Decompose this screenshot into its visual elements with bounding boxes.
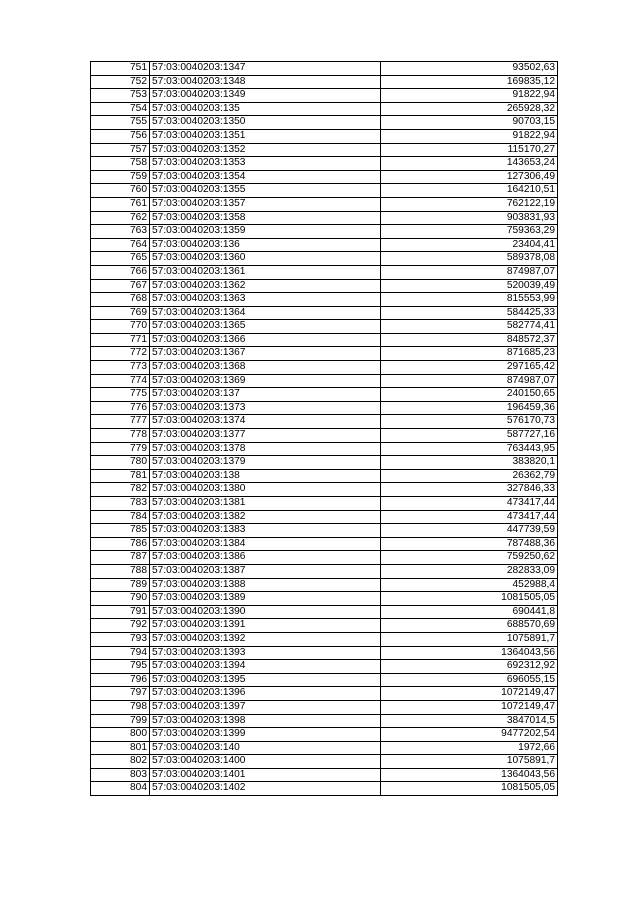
row-number-cell: 802 [91, 755, 150, 769]
table-row [91, 714, 558, 728]
table-row [91, 551, 558, 565]
cadastral-number-cell: 57:03:0040203:1378 [150, 442, 381, 456]
value-cell: 265928,32 [381, 102, 558, 116]
cadastral-number-cell: 57:03:0040203:1357 [150, 197, 381, 211]
value-cell: 23404,41 [381, 238, 558, 252]
table-row [91, 143, 558, 157]
row-number-cell: 775 [91, 388, 150, 402]
value-cell: 848572,37 [381, 333, 558, 347]
value-cell: 1072149,47 [381, 687, 558, 701]
value-cell: 1081505,05 [381, 592, 558, 606]
row-number-cell: 772 [91, 347, 150, 361]
cadastral-number-cell: 57:03:0040203:1362 [150, 279, 381, 293]
value-cell: 1072149,47 [381, 700, 558, 714]
cadastral-number-cell: 57:03:0040203:1399 [150, 728, 381, 742]
cadastral-number-cell: 57:03:0040203:1401 [150, 768, 381, 782]
cadastral-number-cell: 57:03:0040203:1361 [150, 265, 381, 279]
table-row [91, 306, 558, 320]
table-row [91, 687, 558, 701]
cadastral-number-cell: 57:03:0040203:1373 [150, 401, 381, 415]
value-cell: 696055,15 [381, 673, 558, 687]
table-row [91, 238, 558, 252]
cadastral-number-cell: 57:03:0040203:135 [150, 102, 381, 116]
table-row [91, 429, 558, 443]
cadastral-number-cell: 57:03:0040203:1367 [150, 347, 381, 361]
value-cell: 1075891,7 [381, 632, 558, 646]
cadastral-number-cell: 57:03:0040203:1358 [150, 211, 381, 225]
value-cell: 169835,12 [381, 75, 558, 89]
cadastral-number-cell: 57:03:0040203:1379 [150, 456, 381, 470]
row-number-cell: 751 [91, 62, 150, 76]
cadastral-number-cell: 57:03:0040203:1389 [150, 592, 381, 606]
table-row [91, 605, 558, 619]
row-number-cell: 783 [91, 497, 150, 511]
row-number-cell: 763 [91, 225, 150, 239]
row-number-cell: 761 [91, 197, 150, 211]
table-row [91, 320, 558, 334]
table-row [91, 564, 558, 578]
cadastral-number-cell: 57:03:0040203:136 [150, 238, 381, 252]
row-number-cell: 789 [91, 578, 150, 592]
value-cell: 587727,16 [381, 429, 558, 443]
value-cell: 383820,1 [381, 456, 558, 470]
row-number-cell: 801 [91, 741, 150, 755]
value-cell: 93502,63 [381, 62, 558, 76]
table-row [91, 700, 558, 714]
value-cell: 690441,8 [381, 605, 558, 619]
table-row [91, 646, 558, 660]
row-number-cell: 771 [91, 333, 150, 347]
cadastral-number-cell: 57:03:0040203:1377 [150, 429, 381, 443]
row-number-cell: 752 [91, 75, 150, 89]
row-number-cell: 804 [91, 782, 150, 796]
value-cell: 787488,36 [381, 537, 558, 551]
table-row [91, 782, 558, 796]
row-number-cell: 796 [91, 673, 150, 687]
value-cell: 327846,33 [381, 483, 558, 497]
cadastral-number-cell: 57:03:0040203:1353 [150, 157, 381, 171]
row-number-cell: 755 [91, 116, 150, 130]
table-row [91, 673, 558, 687]
row-number-cell: 754 [91, 102, 150, 116]
value-cell: 115170,27 [381, 143, 558, 157]
cadastral-number-cell: 57:03:0040203:1384 [150, 537, 381, 551]
table-row [91, 347, 558, 361]
value-cell: 143653,24 [381, 157, 558, 171]
row-number-cell: 803 [91, 768, 150, 782]
value-cell: 473417,44 [381, 510, 558, 524]
row-number-cell: 794 [91, 646, 150, 660]
cadastral-number-cell: 57:03:0040203:138 [150, 469, 381, 483]
row-number-cell: 756 [91, 129, 150, 143]
table-row [91, 483, 558, 497]
cadastral-number-cell: 57:03:0040203:1359 [150, 225, 381, 239]
row-number-cell: 765 [91, 252, 150, 266]
value-cell: 91822,94 [381, 89, 558, 103]
row-number-cell: 791 [91, 605, 150, 619]
table-body [91, 62, 558, 796]
cadastral-number-cell: 57:03:0040203:1374 [150, 415, 381, 429]
cadastral-number-cell: 57:03:0040203:1382 [150, 510, 381, 524]
row-number-cell: 782 [91, 483, 150, 497]
row-number-cell: 781 [91, 469, 150, 483]
table-row [91, 75, 558, 89]
value-cell: 164210,51 [381, 184, 558, 198]
row-number-cell: 767 [91, 279, 150, 293]
value-cell: 1081505,05 [381, 782, 558, 796]
row-number-cell: 773 [91, 361, 150, 375]
row-number-cell: 758 [91, 157, 150, 171]
value-cell: 1075891,7 [381, 755, 558, 769]
row-number-cell: 798 [91, 700, 150, 714]
value-cell: 759250,62 [381, 551, 558, 565]
table-row [91, 632, 558, 646]
table-row [91, 578, 558, 592]
value-cell: 1972,66 [381, 741, 558, 755]
cadastral-number-cell: 57:03:0040203:1396 [150, 687, 381, 701]
cadastral-number-cell: 57:03:0040203:1402 [150, 782, 381, 796]
table-row [91, 89, 558, 103]
cadastral-number-cell: 57:03:0040203:1369 [150, 374, 381, 388]
table-row [91, 129, 558, 143]
cadastral-number-cell: 57:03:0040203:1383 [150, 524, 381, 538]
table-row [91, 388, 558, 402]
value-cell: 297165,42 [381, 361, 558, 375]
cadastral-value-table [90, 61, 558, 796]
row-number-cell: 760 [91, 184, 150, 198]
cadastral-number-cell: 57:03:0040203:1387 [150, 564, 381, 578]
table-row [91, 592, 558, 606]
table-row [91, 510, 558, 524]
value-cell: 871685,23 [381, 347, 558, 361]
table-row [91, 469, 558, 483]
value-cell: 240150,65 [381, 388, 558, 402]
cadastral-number-cell: 57:03:0040203:1400 [150, 755, 381, 769]
cadastral-number-cell: 57:03:0040203:1350 [150, 116, 381, 130]
cadastral-number-cell: 57:03:0040203:1381 [150, 497, 381, 511]
cadastral-number-cell: 57:03:0040203:1398 [150, 714, 381, 728]
table-row [91, 619, 558, 633]
table-row [91, 225, 558, 239]
value-cell: 759363,29 [381, 225, 558, 239]
table-row [91, 102, 558, 116]
value-cell: 26362,79 [381, 469, 558, 483]
value-cell: 582774,41 [381, 320, 558, 334]
value-cell: 688570,69 [381, 619, 558, 633]
value-cell: 874987,07 [381, 374, 558, 388]
table-row [91, 62, 558, 76]
table-row [91, 456, 558, 470]
cadastral-number-cell: 57:03:0040203:1368 [150, 361, 381, 375]
value-cell: 1364043,56 [381, 646, 558, 660]
cadastral-number-cell: 57:03:0040203:140 [150, 741, 381, 755]
table-row [91, 497, 558, 511]
cadastral-number-cell: 57:03:0040203:1363 [150, 293, 381, 307]
table-row [91, 374, 558, 388]
value-cell: 874987,07 [381, 265, 558, 279]
cadastral-number-cell: 57:03:0040203:1391 [150, 619, 381, 633]
table-row [91, 333, 558, 347]
cadastral-number-cell: 57:03:0040203:1365 [150, 320, 381, 334]
value-cell: 589378,08 [381, 252, 558, 266]
table-row [91, 755, 558, 769]
cadastral-number-cell: 57:03:0040203:137 [150, 388, 381, 402]
row-number-cell: 774 [91, 374, 150, 388]
cadastral-number-cell: 57:03:0040203:1388 [150, 578, 381, 592]
row-number-cell: 787 [91, 551, 150, 565]
value-cell: 3847014,5 [381, 714, 558, 728]
cadastral-number-cell: 57:03:0040203:1348 [150, 75, 381, 89]
row-number-cell: 779 [91, 442, 150, 456]
table-row [91, 415, 558, 429]
row-number-cell: 793 [91, 632, 150, 646]
value-cell: 452988,4 [381, 578, 558, 592]
row-number-cell: 753 [91, 89, 150, 103]
table-row [91, 442, 558, 456]
table-row [91, 660, 558, 674]
row-number-cell: 788 [91, 564, 150, 578]
row-number-cell: 769 [91, 306, 150, 320]
cadastral-number-cell: 57:03:0040203:1364 [150, 306, 381, 320]
table-row [91, 728, 558, 742]
cadastral-number-cell: 57:03:0040203:1392 [150, 632, 381, 646]
table-row [91, 265, 558, 279]
value-cell: 1364043,56 [381, 768, 558, 782]
cadastral-number-cell: 57:03:0040203:1347 [150, 62, 381, 76]
table-row [91, 116, 558, 130]
cadastral-number-cell: 57:03:0040203:1354 [150, 170, 381, 184]
row-number-cell: 799 [91, 714, 150, 728]
row-number-cell: 780 [91, 456, 150, 470]
row-number-cell: 792 [91, 619, 150, 633]
value-cell: 90703,15 [381, 116, 558, 130]
table-row [91, 524, 558, 538]
row-number-cell: 770 [91, 320, 150, 334]
table-row [91, 170, 558, 184]
table-row [91, 361, 558, 375]
value-cell: 692312,92 [381, 660, 558, 674]
table-row [91, 741, 558, 755]
table-row [91, 197, 558, 211]
row-number-cell: 768 [91, 293, 150, 307]
row-number-cell: 790 [91, 592, 150, 606]
row-number-cell: 766 [91, 265, 150, 279]
cadastral-number-cell: 57:03:0040203:1386 [150, 551, 381, 565]
cadastral-number-cell: 57:03:0040203:1351 [150, 129, 381, 143]
row-number-cell: 784 [91, 510, 150, 524]
cadastral-number-cell: 57:03:0040203:1360 [150, 252, 381, 266]
row-number-cell: 777 [91, 415, 150, 429]
row-number-cell: 757 [91, 143, 150, 157]
row-number-cell: 800 [91, 728, 150, 742]
value-cell: 520039,49 [381, 279, 558, 293]
row-number-cell: 786 [91, 537, 150, 551]
value-cell: 9477202,54 [381, 728, 558, 742]
row-number-cell: 776 [91, 401, 150, 415]
value-cell: 903831,93 [381, 211, 558, 225]
cadastral-number-cell: 57:03:0040203:1366 [150, 333, 381, 347]
table-row [91, 537, 558, 551]
cadastral-number-cell: 57:03:0040203:1380 [150, 483, 381, 497]
cadastral-number-cell: 57:03:0040203:1390 [150, 605, 381, 619]
value-cell: 473417,44 [381, 497, 558, 511]
cadastral-number-cell: 57:03:0040203:1394 [150, 660, 381, 674]
cadastral-number-cell: 57:03:0040203:1349 [150, 89, 381, 103]
table-row [91, 157, 558, 171]
cadastral-number-cell: 57:03:0040203:1352 [150, 143, 381, 157]
row-number-cell: 785 [91, 524, 150, 538]
table-row [91, 401, 558, 415]
row-number-cell: 797 [91, 687, 150, 701]
value-cell: 127306,49 [381, 170, 558, 184]
row-number-cell: 778 [91, 429, 150, 443]
cadastral-number-cell: 57:03:0040203:1355 [150, 184, 381, 198]
row-number-cell: 762 [91, 211, 150, 225]
value-cell: 763443,95 [381, 442, 558, 456]
value-cell: 196459,36 [381, 401, 558, 415]
table-row [91, 293, 558, 307]
cadastral-number-cell: 57:03:0040203:1397 [150, 700, 381, 714]
cadastral-number-cell: 57:03:0040203:1395 [150, 673, 381, 687]
value-cell: 91822,94 [381, 129, 558, 143]
value-cell: 762122,19 [381, 197, 558, 211]
value-cell: 282833,09 [381, 564, 558, 578]
row-number-cell: 759 [91, 170, 150, 184]
table-row [91, 252, 558, 266]
cadastral-number-cell: 57:03:0040203:1393 [150, 646, 381, 660]
table-row [91, 279, 558, 293]
table-row [91, 184, 558, 198]
value-cell: 447739,59 [381, 524, 558, 538]
row-number-cell: 764 [91, 238, 150, 252]
value-cell: 584425,33 [381, 306, 558, 320]
value-cell: 815553,99 [381, 293, 558, 307]
row-number-cell: 795 [91, 660, 150, 674]
table-row [91, 768, 558, 782]
value-cell: 576170,73 [381, 415, 558, 429]
table-row [91, 211, 558, 225]
